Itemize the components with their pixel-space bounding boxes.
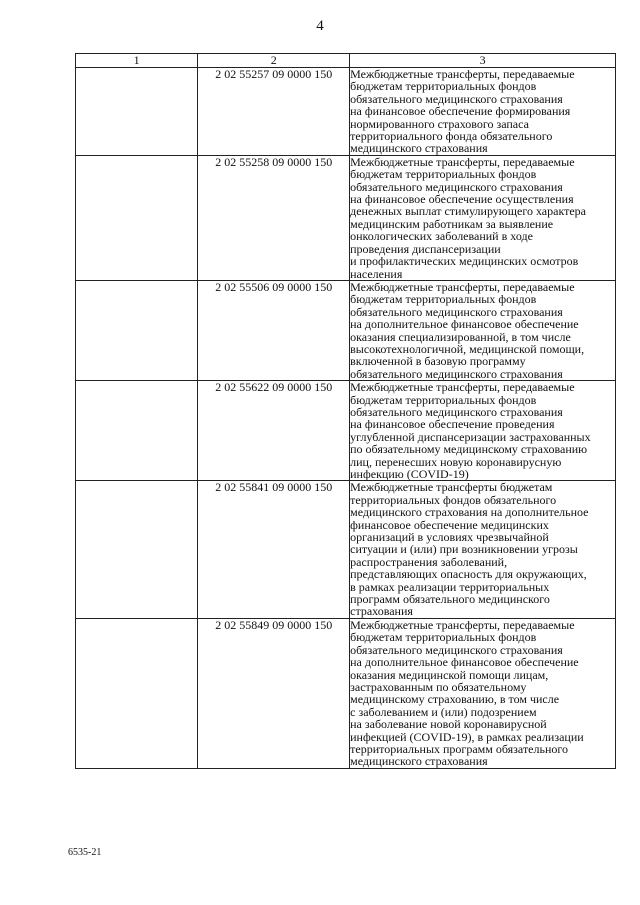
description-cell	[350, 618, 616, 768]
description-cell	[350, 68, 616, 156]
description-line: на дополнительное финансовое обеспечение	[350, 655, 579, 670]
description-line: распространения заболеваний,	[350, 554, 508, 569]
description-line: территориальных программ обязательного	[350, 741, 569, 756]
description-line: включенной в базовую программу	[350, 354, 526, 369]
budget-codes-table	[75, 53, 616, 769]
budget-code-cell: 2 02 55506 09 0000 150	[198, 280, 350, 380]
budget-code-cell: 2 02 55622 09 0000 150	[198, 381, 350, 481]
budget-code-cell: 2 02 55849 09 0000 150	[198, 618, 350, 768]
description-line: инфекцией (COVID-19), в рамках реализации	[350, 729, 584, 744]
description-line: обязательного медицинского страхования	[350, 179, 563, 194]
description-line: нормированного страхового запаса	[350, 116, 529, 131]
description-cell	[350, 280, 616, 380]
description-line: медицинского страхования	[350, 141, 488, 156]
description-line: застрахованным по обязательному	[350, 679, 527, 694]
document-code: 6535-21	[68, 847, 102, 858]
description-line: бюджетам территориальных фондов	[350, 392, 537, 407]
description-line: на финансовое обеспечение проведения	[350, 417, 555, 432]
table-row	[76, 481, 616, 618]
description-line: ситуации и (или) при возникновении угрозы	[350, 542, 578, 557]
description-line: населения	[350, 266, 403, 281]
description-line: денежных выплат стимулирующего характера	[350, 204, 587, 219]
description-line: бюджетам территориальных фондов	[350, 292, 537, 307]
table-body	[76, 68, 616, 769]
description-line: бюджетам территориальных фондов	[350, 79, 537, 94]
description-line: программ обязательного медицинского	[350, 592, 550, 607]
description-line: территориальных фондов обязательного	[350, 492, 557, 507]
description-cell	[350, 481, 616, 618]
empty-cell	[76, 155, 198, 280]
column-header-1: 1	[76, 54, 198, 68]
description-cell	[350, 155, 616, 280]
description-line: проведения диспансеризации	[350, 241, 501, 256]
table-header-row	[76, 54, 616, 68]
empty-cell	[76, 68, 198, 156]
description-line: углубленной диспансеризации застрахованных	[350, 429, 591, 444]
description-line: медицинского страхования	[350, 754, 488, 769]
description-line: обязательного медицинского страхования	[350, 642, 563, 657]
empty-cell	[76, 481, 198, 618]
description-line: с заболеванием и (или) подозрением	[350, 704, 537, 719]
description-line: оказания специализированной, в том числе	[350, 329, 571, 344]
table-row	[76, 381, 616, 481]
description-line: Межбюджетные трансферты бюджетам	[350, 480, 553, 495]
description-line: территориального фонда обязательного	[350, 129, 553, 144]
description-line: Межбюджетные трансферты, передаваемые	[350, 380, 575, 395]
description-line: организаций в условиях чрезвычайной	[350, 530, 549, 545]
column-header-3: 3	[350, 54, 616, 68]
budget-code-cell: 2 02 55257 09 0000 150	[198, 68, 350, 156]
table-row	[76, 155, 616, 280]
description-line: высокотехнологичной, медицинской помощи,	[350, 341, 585, 356]
description-line: медицинским работникам за выявление	[350, 216, 554, 231]
page-number: 4	[316, 18, 324, 34]
description-cell	[350, 381, 616, 481]
column-header-2: 2	[198, 54, 350, 68]
description-line: и профилактических медицинских осмотров	[350, 254, 579, 269]
description-line: на финансовое обеспечение формирования	[350, 104, 571, 119]
description-line: бюджетам территориальных фондов	[350, 167, 537, 182]
description-line: обязательного медицинского страхования	[350, 366, 563, 381]
description-line: бюджетам территориальных фондов	[350, 630, 537, 645]
table-row	[76, 68, 616, 156]
description-line: по обязательному медицинскому страхованию	[350, 442, 588, 457]
description-line: финансовое обеспечение медицинских	[350, 517, 549, 532]
description-line: на дополнительное финансовое обеспечение	[350, 317, 579, 332]
empty-cell	[76, 618, 198, 768]
empty-cell	[76, 381, 198, 481]
description-line: представляющих опасность для окружающих,	[350, 567, 587, 582]
description-line: страхования	[350, 604, 413, 619]
description-line: Межбюджетные трансферты, передаваемые	[350, 279, 575, 294]
description-line: оказания медицинской помощи лицам,	[350, 667, 549, 682]
description-line: инфекцию (COVID-19)	[350, 467, 469, 481]
description-line: Межбюджетные трансферты, передаваемые	[350, 67, 575, 81]
budget-code-cell: 2 02 55841 09 0000 150	[198, 481, 350, 618]
description-line: Межбюджетные трансферты, передаваемые	[350, 617, 575, 632]
description-line: обязательного медицинского страхования	[350, 404, 563, 419]
description-line: в рамках реализации территориальных	[350, 579, 550, 594]
description-line: Межбюджетные трансферты, передаваемые	[350, 154, 575, 169]
table-row	[76, 280, 616, 380]
description-line: на финансовое обеспечение осуществления	[350, 192, 574, 207]
description-line: медицинскому страхованию, в том числе	[350, 692, 560, 707]
budget-code-cell: 2 02 55258 09 0000 150	[198, 155, 350, 280]
description-line: онкологических заболеваний в ходе	[350, 229, 533, 244]
empty-cell	[76, 280, 198, 380]
description-line: лиц, перенесших новую коронавирусную	[350, 454, 562, 469]
description-line: обязательного медицинского страхования	[350, 304, 563, 319]
description-line: медицинского страхования на дополнительное	[350, 505, 589, 520]
description-line: обязательного медицинского страхования	[350, 91, 563, 106]
table-row	[76, 618, 616, 768]
description-line: на заболевание новой коронавирусной	[350, 717, 547, 732]
